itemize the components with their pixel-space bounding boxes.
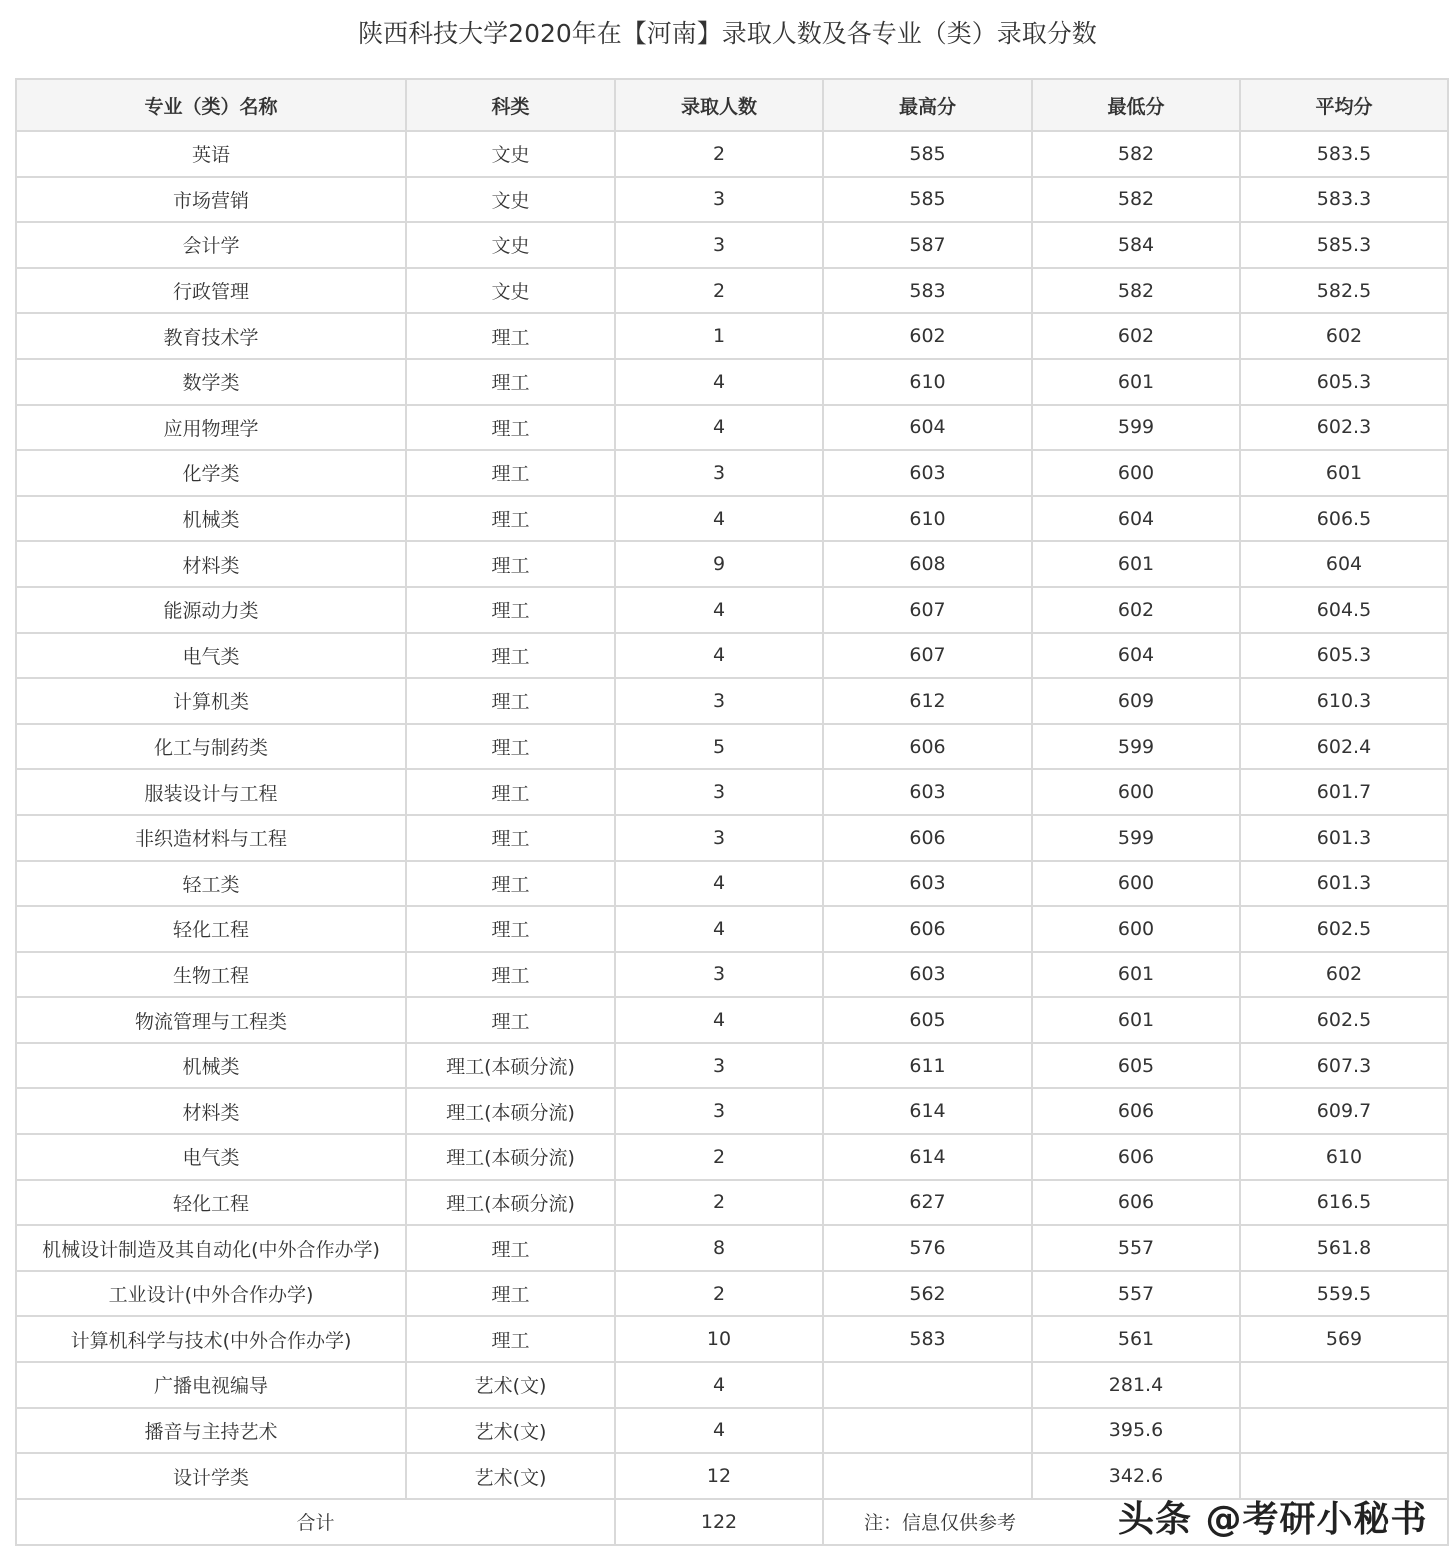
cell-count: 1 (615, 313, 823, 359)
cell-max: 606 (823, 724, 1032, 770)
table-row (16, 906, 1448, 952)
cell-avg: 605.3 (1240, 633, 1448, 679)
table-row (16, 724, 1448, 770)
cell-major: 应用物理学 (16, 405, 406, 451)
cell-min: 600 (1032, 906, 1240, 952)
cell-max: 627 (823, 1180, 1032, 1226)
cell-major: 服装设计与工程 (16, 769, 406, 815)
cell-count: 3 (615, 1043, 823, 1089)
cell-avg: 582.5 (1240, 268, 1448, 314)
cell-category: 理工 (406, 724, 615, 770)
cell-max (823, 1362, 1032, 1408)
table-row (16, 1453, 1448, 1499)
cell-major: 化工与制药类 (16, 724, 406, 770)
table-row (16, 769, 1448, 815)
cell-avg: 602.5 (1240, 997, 1448, 1043)
cell-avg: 559.5 (1240, 1271, 1448, 1317)
cell-max: 605 (823, 997, 1032, 1043)
cell-avg: 602.5 (1240, 906, 1448, 952)
cell-count: 12 (615, 1453, 823, 1499)
header-major: 专业（类）名称 (16, 79, 406, 131)
cell-min: 602 (1032, 313, 1240, 359)
header-min: 最低分 (1032, 79, 1240, 131)
cell-category: 理工 (406, 587, 615, 633)
cell-avg: 601 (1240, 450, 1448, 496)
cell-count: 3 (615, 177, 823, 223)
cell-major: 物流管理与工程类 (16, 997, 406, 1043)
table-row (16, 1180, 1448, 1226)
cell-count: 2 (615, 1180, 823, 1226)
cell-min: 582 (1032, 177, 1240, 223)
total-label: 合计 (16, 1499, 615, 1545)
cell-count: 2 (615, 1134, 823, 1180)
cell-avg: 601.3 (1240, 861, 1448, 907)
watermark: 头条 @考研小秘书 (1118, 1499, 1428, 1540)
cell-max: 603 (823, 861, 1032, 907)
cell-major: 非织造材料与工程 (16, 815, 406, 861)
table-row (16, 131, 1448, 177)
cell-count: 3 (615, 678, 823, 724)
cell-min: 557 (1032, 1271, 1240, 1317)
cell-min: 604 (1032, 496, 1240, 542)
cell-category: 文史 (406, 131, 615, 177)
page-title: 陕西科技大学2020年在【河南】录取人数及各专业（类）录取分数 (358, 19, 1097, 48)
table-row (16, 313, 1448, 359)
cell-min: 281.4 (1032, 1362, 1240, 1408)
cell-min: 601 (1032, 541, 1240, 587)
table-row (16, 268, 1448, 314)
cell-count: 3 (615, 952, 823, 998)
cell-category: 理工 (406, 1225, 615, 1271)
header-max: 最高分 (823, 79, 1032, 131)
cell-avg: 585.3 (1240, 222, 1448, 268)
cell-min: 599 (1032, 815, 1240, 861)
cell-category: 理工 (406, 496, 615, 542)
cell-count: 3 (615, 769, 823, 815)
cell-min: 600 (1032, 450, 1240, 496)
cell-max: 607 (823, 633, 1032, 679)
cell-max: 612 (823, 678, 1032, 724)
cell-min: 601 (1032, 359, 1240, 405)
cell-category: 理工 (406, 1316, 615, 1362)
cell-count: 3 (615, 1088, 823, 1134)
table-row (16, 1408, 1448, 1454)
cell-category: 文史 (406, 268, 615, 314)
cell-avg (1240, 1408, 1448, 1454)
cell-min: 561 (1032, 1316, 1240, 1362)
cell-avg: 609.7 (1240, 1088, 1448, 1134)
cell-major: 能源动力类 (16, 587, 406, 633)
cell-count: 2 (615, 268, 823, 314)
table-row (16, 405, 1448, 451)
cell-max: 611 (823, 1043, 1032, 1089)
cell-major: 电气类 (16, 633, 406, 679)
cell-category: 理工 (406, 952, 615, 998)
cell-category: 理工(本硕分流) (406, 1134, 615, 1180)
table-row (16, 541, 1448, 587)
cell-min: 606 (1032, 1088, 1240, 1134)
cell-count: 4 (615, 496, 823, 542)
cell-avg: 606.5 (1240, 496, 1448, 542)
cell-min: 582 (1032, 131, 1240, 177)
cell-max: 608 (823, 541, 1032, 587)
cell-major: 轻工类 (16, 861, 406, 907)
cell-category: 理工(本硕分流) (406, 1180, 615, 1226)
cell-major: 会计学 (16, 222, 406, 268)
cell-category: 理工 (406, 1271, 615, 1317)
table-row (16, 450, 1448, 496)
cell-max (823, 1453, 1032, 1499)
cell-count: 3 (615, 222, 823, 268)
cell-count: 4 (615, 997, 823, 1043)
cell-max: 585 (823, 177, 1032, 223)
cell-max: 606 (823, 815, 1032, 861)
cell-max: 583 (823, 268, 1032, 314)
table-row (16, 952, 1448, 998)
cell-max: 614 (823, 1134, 1032, 1180)
table-row (16, 496, 1448, 542)
cell-category: 理工 (406, 633, 615, 679)
cell-category: 理工 (406, 997, 615, 1043)
cell-major: 电气类 (16, 1134, 406, 1180)
table-row (16, 1225, 1448, 1271)
cell-major: 行政管理 (16, 268, 406, 314)
cell-major: 播音与主持艺术 (16, 1408, 406, 1454)
cell-category: 理工 (406, 815, 615, 861)
cell-major: 材料类 (16, 1088, 406, 1134)
cell-major: 轻化工程 (16, 906, 406, 952)
cell-max: 587 (823, 222, 1032, 268)
cell-min: 600 (1032, 769, 1240, 815)
admission-table (15, 78, 1449, 1546)
cell-max: 576 (823, 1225, 1032, 1271)
cell-count: 2 (615, 1271, 823, 1317)
cell-min: 606 (1032, 1134, 1240, 1180)
cell-major: 教育技术学 (16, 313, 406, 359)
cell-category: 理工 (406, 769, 615, 815)
cell-min: 599 (1032, 405, 1240, 451)
table-row (16, 1088, 1448, 1134)
cell-min: 599 (1032, 724, 1240, 770)
cell-count: 5 (615, 724, 823, 770)
cell-count: 4 (615, 906, 823, 952)
cell-category: 文史 (406, 177, 615, 223)
cell-avg: 583.5 (1240, 131, 1448, 177)
cell-major: 生物工程 (16, 952, 406, 998)
cell-avg: 583.3 (1240, 177, 1448, 223)
cell-min: 601 (1032, 997, 1240, 1043)
cell-avg: 602.3 (1240, 405, 1448, 451)
cell-major: 机械设计制造及其自动化(中外合作办学) (16, 1225, 406, 1271)
cell-avg: 601.3 (1240, 815, 1448, 861)
cell-major: 工业设计(中外合作办学) (16, 1271, 406, 1317)
cell-min: 582 (1032, 268, 1240, 314)
cell-avg: 604.5 (1240, 587, 1448, 633)
cell-count: 3 (615, 815, 823, 861)
table-row (16, 359, 1448, 405)
cell-count: 4 (615, 1362, 823, 1408)
cell-avg: 601.7 (1240, 769, 1448, 815)
cell-category: 理工 (406, 405, 615, 451)
cell-major: 广播电视编导 (16, 1362, 406, 1408)
cell-category: 艺术(文) (406, 1408, 615, 1454)
cell-category: 理工(本硕分流) (406, 1088, 615, 1134)
cell-major: 计算机科学与技术(中外合作办学) (16, 1316, 406, 1362)
cell-count: 4 (615, 861, 823, 907)
cell-min: 602 (1032, 587, 1240, 633)
cell-max: 607 (823, 587, 1032, 633)
cell-avg: 604 (1240, 541, 1448, 587)
cell-min: 342.6 (1032, 1453, 1240, 1499)
cell-max: 603 (823, 769, 1032, 815)
cell-max: 604 (823, 405, 1032, 451)
cell-category: 理工 (406, 313, 615, 359)
cell-category: 理工 (406, 359, 615, 405)
table-row (16, 815, 1448, 861)
cell-min: 584 (1032, 222, 1240, 268)
table-row (16, 1362, 1448, 1408)
cell-major: 设计学类 (16, 1453, 406, 1499)
table-row (16, 587, 1448, 633)
cell-max: 585 (823, 131, 1032, 177)
cell-major: 轻化工程 (16, 1180, 406, 1226)
cell-max: 602 (823, 313, 1032, 359)
table-row (16, 1271, 1448, 1317)
cell-category: 理工 (406, 678, 615, 724)
cell-category: 理工 (406, 861, 615, 907)
cell-max (823, 1408, 1032, 1454)
cell-min: 557 (1032, 1225, 1240, 1271)
header-category: 科类 (406, 79, 615, 131)
table-row (16, 222, 1448, 268)
cell-category: 理工 (406, 450, 615, 496)
cell-count: 4 (615, 405, 823, 451)
cell-count: 10 (615, 1316, 823, 1362)
cell-major: 市场营销 (16, 177, 406, 223)
cell-count: 2 (615, 131, 823, 177)
cell-max: 562 (823, 1271, 1032, 1317)
cell-major: 数学类 (16, 359, 406, 405)
header-avg: 平均分 (1240, 79, 1448, 131)
table-row (16, 997, 1448, 1043)
cell-count: 8 (615, 1225, 823, 1271)
cell-count: 9 (615, 541, 823, 587)
cell-major: 英语 (16, 131, 406, 177)
cell-min: 606 (1032, 1180, 1240, 1226)
cell-max: 606 (823, 906, 1032, 952)
cell-avg: 602 (1240, 952, 1448, 998)
cell-avg: 602 (1240, 313, 1448, 359)
table-row (16, 1316, 1448, 1362)
cell-min: 600 (1032, 861, 1240, 907)
table-row (16, 1134, 1448, 1180)
cell-count: 4 (615, 1408, 823, 1454)
cell-min: 395.6 (1032, 1408, 1240, 1454)
table-header-row (16, 79, 1448, 131)
cell-category: 理工(本硕分流) (406, 1043, 615, 1089)
cell-min: 601 (1032, 952, 1240, 998)
table-row (16, 177, 1448, 223)
table-row (16, 1043, 1448, 1089)
cell-min: 604 (1032, 633, 1240, 679)
cell-count: 4 (615, 359, 823, 405)
cell-avg: 610.3 (1240, 678, 1448, 724)
cell-max: 583 (823, 1316, 1032, 1362)
cell-min: 609 (1032, 678, 1240, 724)
cell-avg: 616.5 (1240, 1180, 1448, 1226)
cell-max: 603 (823, 450, 1032, 496)
total-count: 122 (615, 1499, 823, 1545)
cell-avg: 607.3 (1240, 1043, 1448, 1089)
cell-count: 4 (615, 587, 823, 633)
table-row (16, 861, 1448, 907)
cell-count: 3 (615, 450, 823, 496)
cell-count: 4 (615, 633, 823, 679)
cell-max: 610 (823, 496, 1032, 542)
cell-major: 机械类 (16, 1043, 406, 1089)
cell-avg: 602.4 (1240, 724, 1448, 770)
table-row (16, 633, 1448, 679)
note-text: 注：信息仅供参考 (823, 1499, 1448, 1545)
cell-category: 艺术(文) (406, 1362, 615, 1408)
cell-avg: 569 (1240, 1316, 1448, 1362)
cell-avg: 561.8 (1240, 1225, 1448, 1271)
cell-major: 化学类 (16, 450, 406, 496)
cell-category: 理工 (406, 906, 615, 952)
cell-major: 机械类 (16, 496, 406, 542)
cell-avg: 605.3 (1240, 359, 1448, 405)
cell-max: 603 (823, 952, 1032, 998)
cell-major: 材料类 (16, 541, 406, 587)
cell-min: 605 (1032, 1043, 1240, 1089)
cell-max: 614 (823, 1088, 1032, 1134)
header-count: 录取人数 (615, 79, 823, 131)
cell-major: 计算机类 (16, 678, 406, 724)
cell-category: 艺术(文) (406, 1453, 615, 1499)
cell-category: 理工 (406, 541, 615, 587)
cell-max: 610 (823, 359, 1032, 405)
cell-avg (1240, 1362, 1448, 1408)
table-row (16, 678, 1448, 724)
cell-avg: 610 (1240, 1134, 1448, 1180)
cell-avg (1240, 1453, 1448, 1499)
cell-category: 文史 (406, 222, 615, 268)
